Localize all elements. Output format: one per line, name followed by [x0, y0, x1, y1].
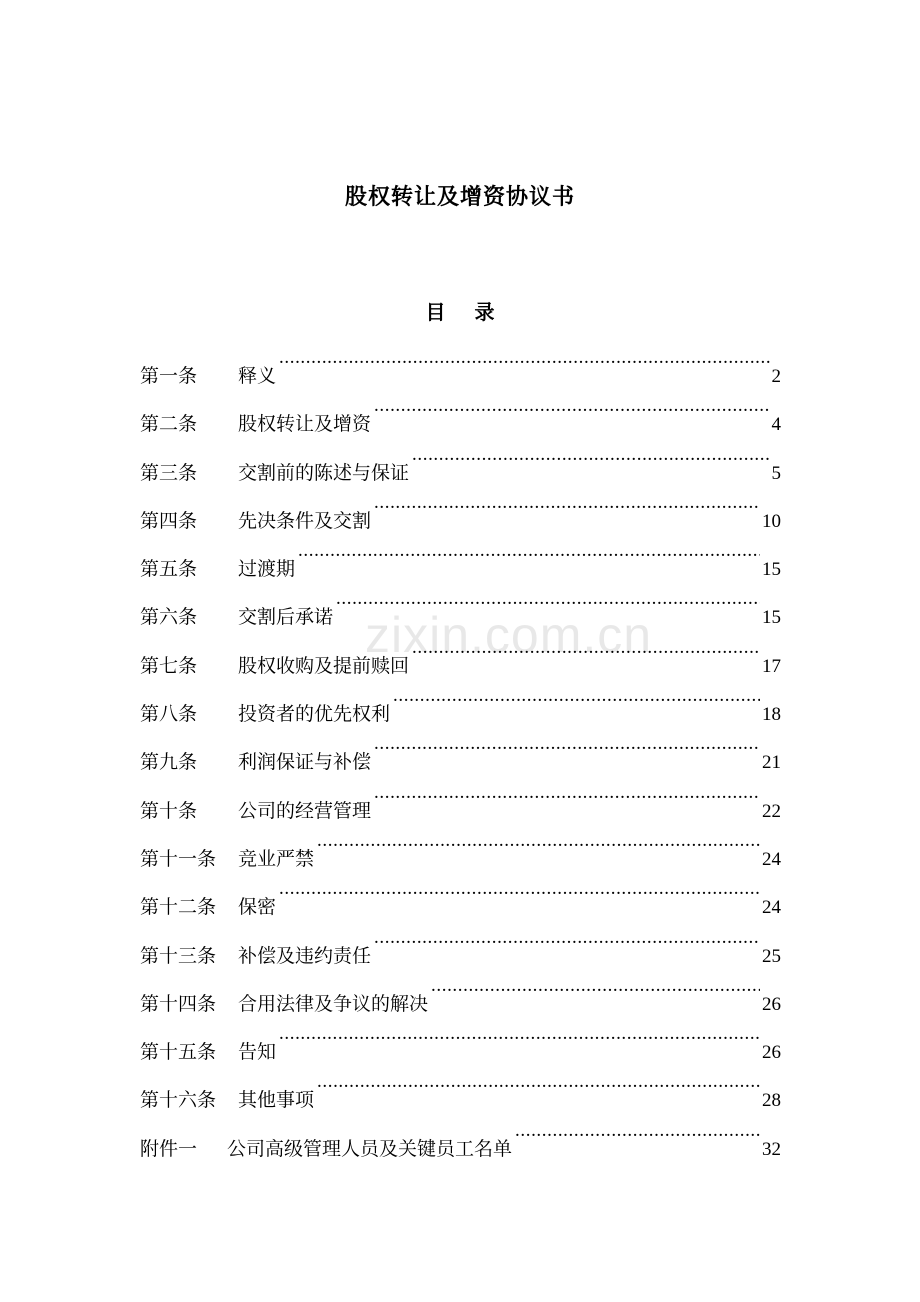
toc-dot-leader: [279, 334, 769, 382]
toc-entry-page: 26: [762, 1042, 781, 1064]
toc-entry-number: 第五条: [140, 559, 198, 581]
toc-entry-page: 5: [771, 462, 781, 484]
toc-entry-page: 18: [762, 704, 781, 726]
toc-entry-page: 25: [762, 945, 781, 967]
toc-entry-number: 第九条: [140, 752, 198, 774]
document-title: 股权转让及增资协议书: [344, 184, 575, 209]
toc-entry-page: 10: [762, 510, 781, 532]
table-of-contents: [140, 334, 781, 1160]
toc-dot-leader: [336, 575, 760, 623]
toc-dot-leader: [393, 672, 760, 720]
toc-entry-page: 4: [771, 414, 781, 436]
toc-entry-page: 28: [762, 1090, 781, 1112]
toc-dot-leader: [279, 1010, 760, 1058]
toc-entry-page: 2: [771, 366, 781, 387]
toc-entry-title: 释义: [238, 366, 277, 387]
toc-entry-number: 第十条: [140, 800, 198, 822]
toc-entry-number: 第六条: [140, 607, 198, 629]
toc-entry-title: 合用法律及争议的解决: [238, 993, 429, 1015]
toc-entry-number: 第十五条: [140, 1042, 217, 1064]
toc-entry-number: 第二条: [140, 414, 198, 436]
toc-dot-leader: [515, 1107, 760, 1155]
toc-dot-leader: [317, 1058, 760, 1106]
toc-dot-leader: [374, 720, 760, 768]
toc-dot-leader: [317, 817, 760, 865]
toc-entry-page: 17: [762, 655, 781, 677]
toc-entry-title: 公司的经营管理: [238, 800, 372, 822]
toc-entry-number: 第十一条: [140, 848, 217, 870]
toc-entry-title: 投资者的优先权利: [238, 704, 391, 726]
toc-entry-page: 22: [762, 800, 781, 822]
toc-entry-page: 21: [762, 752, 781, 774]
toc-entry-title: 交割前的陈述与保证: [238, 462, 410, 484]
toc-dot-leader: [412, 624, 760, 672]
toc-entry-number: 第十六条: [140, 1090, 217, 1112]
toc-entry-title: 告知: [238, 1042, 277, 1064]
toc-entry-number: 第八条: [140, 704, 198, 726]
toc-entry-page: 24: [762, 897, 781, 919]
toc-entry-number: 附件一: [140, 1138, 198, 1160]
toc-entry-title: 补偿及违约责任: [238, 945, 372, 967]
toc-entry-title: 交割后承诺: [238, 607, 334, 629]
toc-entry-page: 24: [762, 848, 781, 870]
toc-dot-leader: [374, 914, 760, 962]
toc-entry-title: 利润保证与补偿: [238, 752, 372, 774]
toc-entry-number: 第四条: [140, 510, 198, 532]
toc-entry-page: 32: [762, 1138, 781, 1160]
toc-heading: 目 录: [425, 302, 507, 324]
toc-entry-title: 股权收购及提前赎回: [238, 655, 410, 677]
toc-entry-number: 第三条: [140, 462, 198, 484]
toc-entry-number: 第七条: [140, 655, 198, 677]
toc-dot-leader: [412, 431, 769, 479]
toc-entry-page: 15: [762, 607, 781, 629]
toc-entry[interactable]: [140, 334, 781, 387]
toc-dot-leader: [298, 527, 760, 575]
toc-entry-title: 竞业严禁: [238, 848, 315, 870]
toc-dot-leader: [374, 479, 760, 527]
toc-dot-leader: [431, 962, 760, 1010]
toc-entry-title: 保密: [238, 897, 277, 919]
toc-dot-leader: [374, 769, 760, 817]
toc-entry-title: 其他事项: [238, 1090, 315, 1112]
toc-entry-title: 股权转让及增资: [238, 414, 372, 436]
watermark: zixin.com.cn: [365, 607, 653, 663]
toc-entry-number: 第十二条: [140, 897, 217, 919]
toc-entry-page: 15: [762, 559, 781, 581]
toc-entry-title: 过渡期: [238, 559, 296, 581]
toc-dot-leader: [374, 382, 769, 430]
toc-entry-number: 第十四条: [140, 993, 217, 1015]
toc-dot-leader: [279, 865, 760, 913]
toc-entry-title: 公司高级管理人员及关键员工名单: [227, 1138, 513, 1160]
toc-entry-number: 第十三条: [140, 945, 217, 967]
toc-entry-title: 先决条件及交割: [238, 510, 372, 532]
toc-entry-number: 第一条: [140, 366, 198, 387]
toc-entry-page: 26: [762, 993, 781, 1015]
